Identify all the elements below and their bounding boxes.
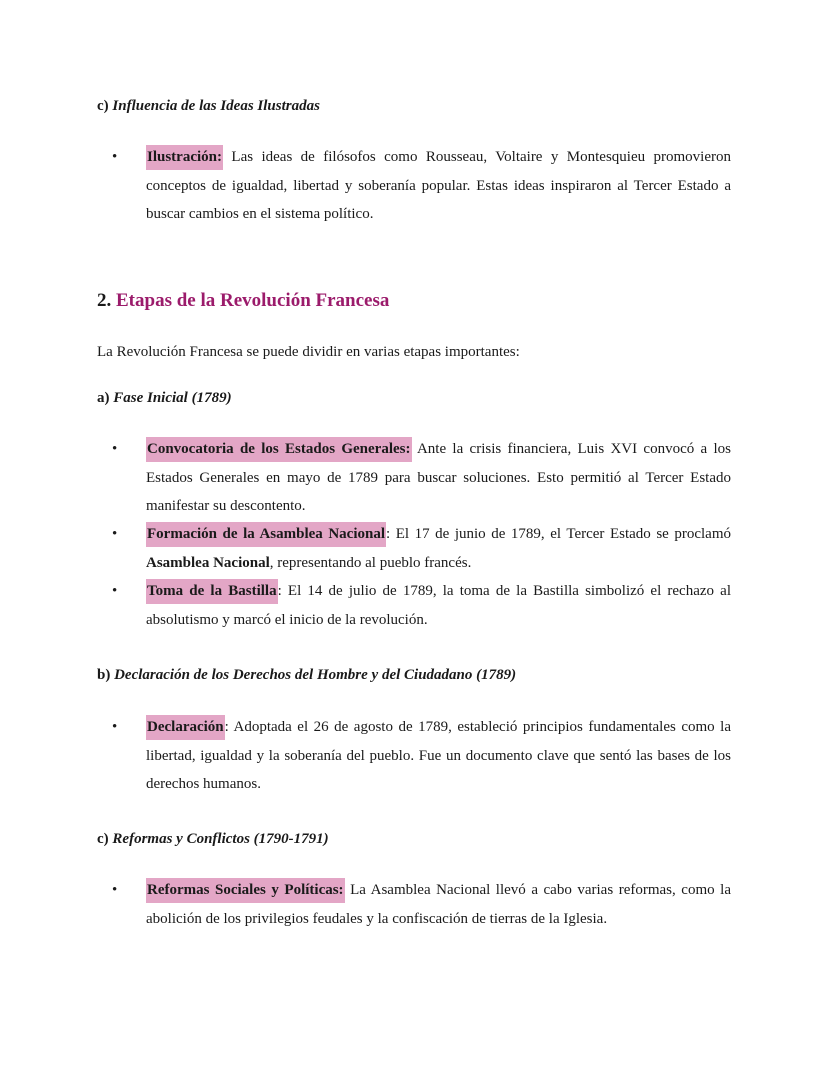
- item-text: Ante la crisis financiera, Luis XVI convocó a los Estados Generales en mayo de 1789 para buscar soluciones. Esto permitió al Tercer Estado manifestar su descontento.: [146, 441, 731, 514]
- subheading-ideas-ilustradas: [97, 98, 320, 115]
- subheading-declaracion: [97, 667, 516, 684]
- item-text: : El 17 de junio de 1789, el Tercer Estado se proclamó: [386, 526, 732, 542]
- bullet-icon: •: [112, 526, 118, 542]
- list-item-convocatoria: [146, 435, 731, 521]
- item-text: Las ideas de filósofos como Rousseau, Voltaire y Montesquieu promovieron conceptos de igualdad, libertad y soberanía popular. Estas ideas inspiraron al Tercer Estado a buscar cambios en el sistema político.: [146, 149, 731, 222]
- item-text: : Adoptada el 26 de agosto de 1789, estableció principios fundamentales como la libertad, igualdad y la soberanía del pueblo. Fue un documento clave que sentó las bases de los derechos humanos.: [146, 719, 731, 792]
- list-item-bastilla: [146, 577, 731, 634]
- subheading-fase-inicial: [97, 390, 232, 407]
- bullet-icon: •: [112, 583, 118, 599]
- highlighted-term: Formación de la Asamblea Nacional: [146, 522, 386, 547]
- item-text: : El 14 de julio de 1789, la toma de la Bastilla simbolizó el rechazo al absolutismo y marcó el inicio de la revolución.: [146, 583, 731, 628]
- bullet-icon: •: [112, 441, 118, 457]
- subheading-title: Declaración de los Derechos del Hombre y del Ciudadano (1789): [114, 667, 517, 683]
- highlighted-term: Ilustración:: [146, 145, 223, 170]
- list-item-formacion: [146, 520, 731, 577]
- highlighted-term: Toma de la Bastilla: [146, 579, 278, 604]
- subheading-prefix: a): [97, 390, 114, 406]
- subheading-reformas: [97, 831, 329, 848]
- bullet-icon: •: [112, 149, 118, 165]
- list-item-declaracion: [146, 713, 731, 799]
- highlighted-term: Reformas Sociales y Políticas:: [146, 878, 345, 903]
- highlighted-term: Declaración: [146, 715, 225, 740]
- subheading-prefix: c): [97, 98, 113, 114]
- section-number: 2.: [97, 290, 116, 311]
- subheading-prefix: c): [97, 831, 113, 847]
- bullet-icon: •: [112, 882, 118, 898]
- subheading-title: Reformas y Conflictos (1790-1791): [112, 831, 329, 847]
- subheading-title: Fase Inicial (1789): [113, 390, 232, 406]
- highlighted-term: Convocatoria de los Estados Generales:: [146, 437, 412, 462]
- subheading-title: Influencia de las Ideas Ilustradas: [112, 98, 320, 114]
- section-title: Etapas de la Revolución Francesa: [116, 290, 390, 311]
- intro-paragraph: La Revolución Francesa se puede dividir en varias etapas importantes:: [97, 344, 520, 360]
- bullet-icon: •: [112, 719, 118, 735]
- subheading-prefix: b): [97, 667, 115, 683]
- item-text: La Asamblea Nacional llevó a cabo varias reformas, como la abolición de los privilegios feudales y la confiscación de tierras de la Iglesia.: [146, 882, 731, 927]
- item-strong-text: Asamblea Nacional: [146, 554, 270, 571]
- section-heading: [97, 290, 389, 312]
- item-text: , representando al pueblo francés.: [269, 554, 472, 571]
- list-item-reformas: [146, 876, 731, 933]
- list-item-ilustracion: [146, 143, 731, 229]
